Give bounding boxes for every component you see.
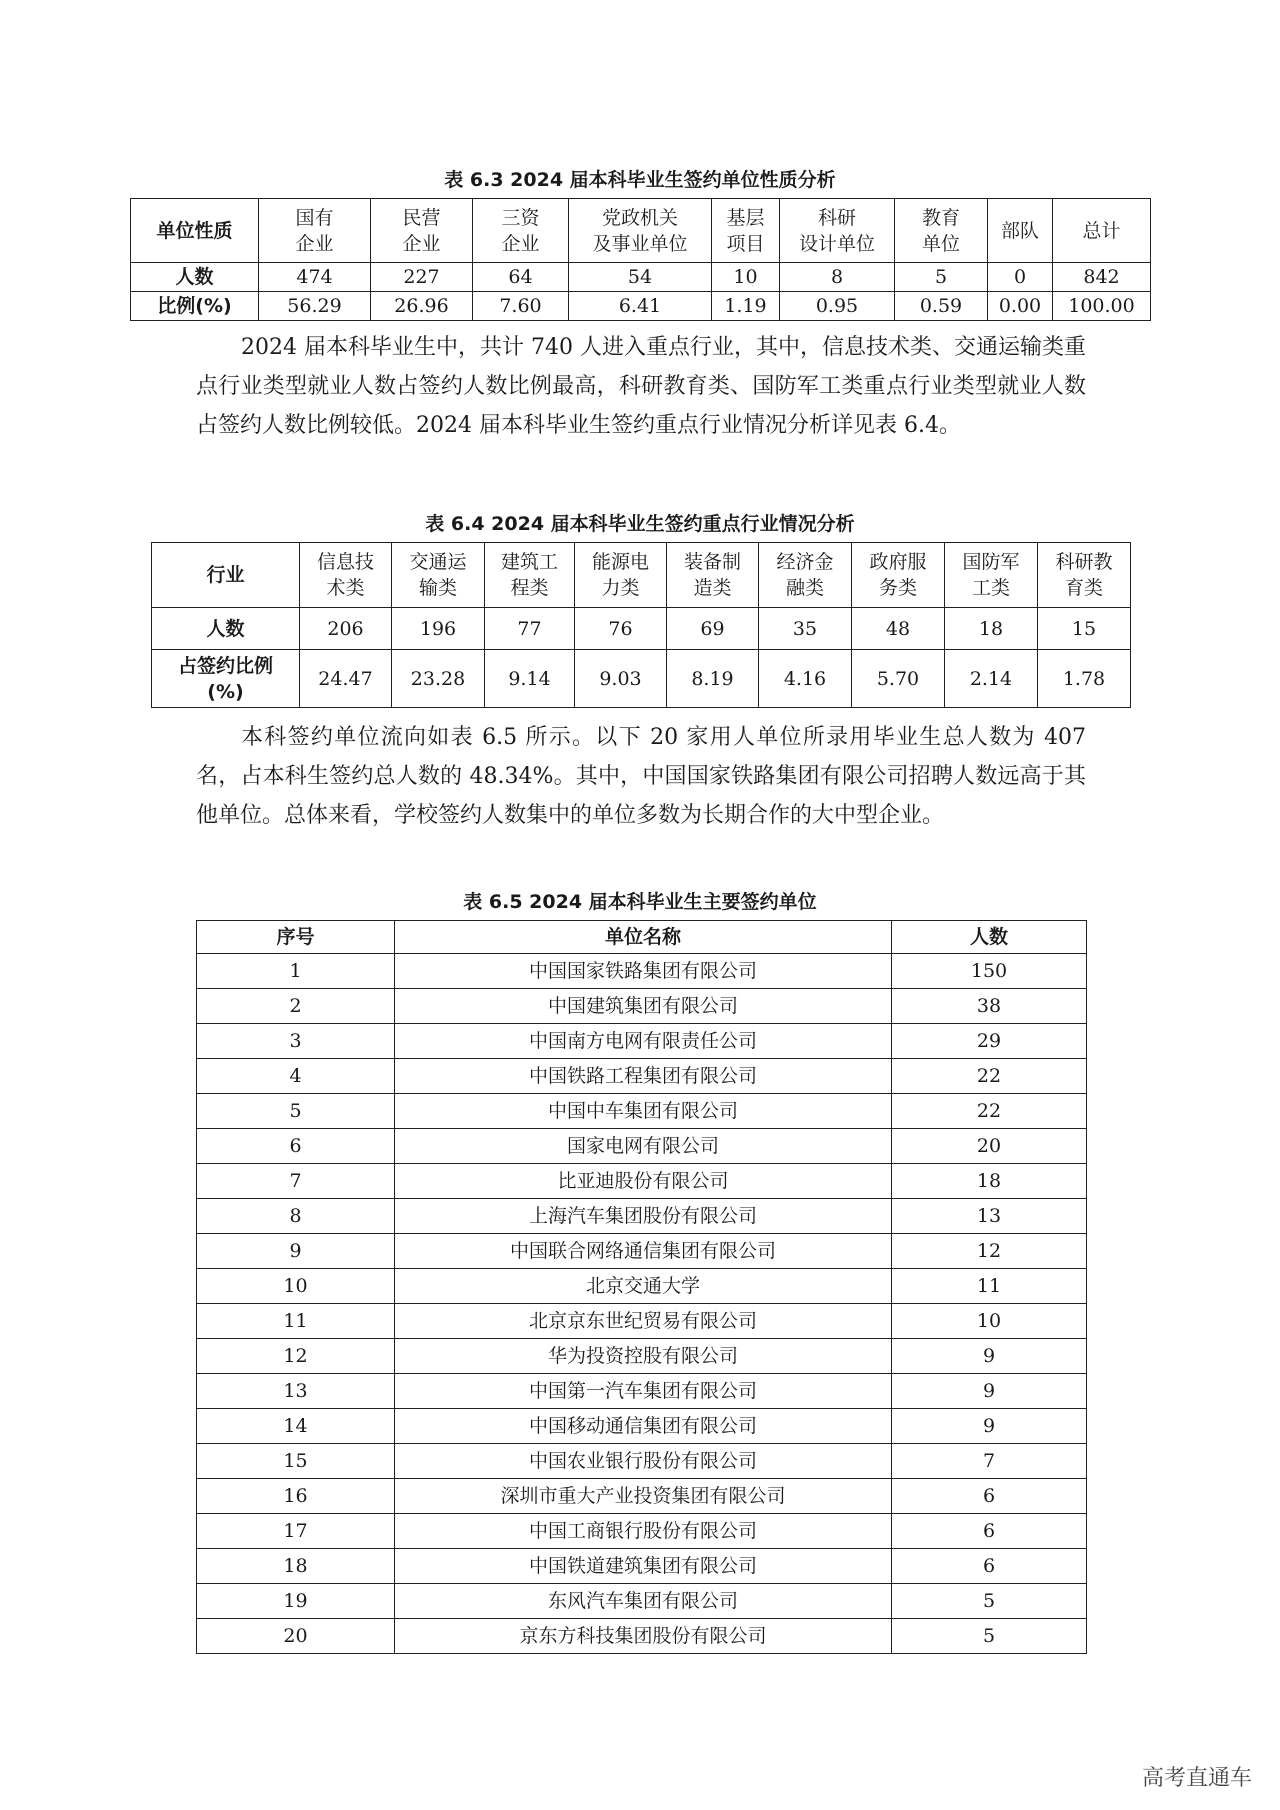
column-header: 能源电 力类: [575, 543, 667, 608]
table-cell: 国家电网有限公司: [395, 1129, 892, 1164]
table-cell: 64: [473, 263, 569, 292]
table-cell: 8.19: [667, 650, 759, 708]
table-cell: 13: [892, 1199, 1087, 1234]
table-cell: 5: [892, 1584, 1087, 1619]
column-header: 国防军 工类: [945, 543, 1038, 608]
table-cell: 6: [892, 1549, 1087, 1584]
table-cell: 18: [945, 608, 1038, 650]
column-header: 党政机关 及事业单位: [569, 199, 712, 263]
table-cell: 20: [197, 1619, 395, 1654]
table-6-5-caption: 表 6.5 2024 届本科毕业生主要签约单位: [463, 891, 817, 913]
table-cell: 19: [197, 1584, 395, 1619]
column-header: 民营 企业: [371, 199, 473, 263]
table-cell: 北京交通大学: [395, 1269, 892, 1304]
table-cell: 35: [759, 608, 852, 650]
table-6-3: [130, 198, 1151, 321]
table-cell: 0.00: [988, 292, 1053, 321]
table-cell: 76: [575, 608, 667, 650]
table-cell: 9: [892, 1409, 1087, 1444]
table-row: [197, 1619, 1087, 1654]
table-row: [197, 1444, 1087, 1479]
column-header: 人数: [892, 921, 1087, 954]
table-row: [197, 1059, 1087, 1094]
table-cell: 0.95: [780, 292, 895, 321]
table-row: [197, 1514, 1087, 1549]
column-header: 政府服 务类: [852, 543, 945, 608]
column-header: 单位名称: [395, 921, 892, 954]
table-cell: 2.14: [945, 650, 1038, 708]
table-cell: 18: [892, 1164, 1087, 1199]
table-cell: 东风汽车集团有限公司: [395, 1584, 892, 1619]
table-cell: 中国铁路工程集团有限公司: [395, 1059, 892, 1094]
table-cell: 20: [892, 1129, 1087, 1164]
table-cell: 38: [892, 989, 1087, 1024]
table-6-5: [196, 920, 1087, 1654]
table-cell: 77: [485, 608, 575, 650]
table-cell: 206: [300, 608, 392, 650]
table-row: [197, 1374, 1087, 1409]
table-row: [197, 989, 1087, 1024]
column-header: 基层 项目: [712, 199, 780, 263]
table-cell: 中国移动通信集团有限公司: [395, 1409, 892, 1444]
table-row: [197, 1024, 1087, 1059]
row-label: 人数: [152, 608, 300, 650]
table-row: [197, 1129, 1087, 1164]
table-cell: 中国工商银行股份有限公司: [395, 1514, 892, 1549]
column-header: 装备制 造类: [667, 543, 759, 608]
table-cell: 4.16: [759, 650, 852, 708]
table-row: [197, 1094, 1087, 1129]
table-cell: 10: [712, 263, 780, 292]
column-header: 信息技 术类: [300, 543, 392, 608]
table-cell: 7: [197, 1164, 395, 1199]
table-6-4: [151, 542, 1131, 708]
table-6-3-caption: 表 6.3 2024 届本科毕业生签约单位性质分析: [444, 169, 836, 191]
table-cell: 9: [892, 1339, 1087, 1374]
row-label: 比例(%): [131, 292, 259, 321]
table-cell: 11: [197, 1304, 395, 1339]
table-corner-label: 单位性质: [131, 199, 259, 263]
table-cell: 12: [197, 1339, 395, 1374]
table-cell: 中国农业银行股份有限公司: [395, 1444, 892, 1479]
table-corner-label: 行业: [152, 543, 300, 608]
table-cell: 北京京东世纪贸易有限公司: [395, 1304, 892, 1339]
table-cell: 196: [392, 608, 485, 650]
table-cell: 5: [197, 1094, 395, 1129]
column-header: 科研 设计单位: [780, 199, 895, 263]
table-cell: 24.47: [300, 650, 392, 708]
table-cell: 中国南方电网有限责任公司: [395, 1024, 892, 1059]
watermark-text: 高考直通车: [1141, 1766, 1252, 1791]
table-row: [197, 1479, 1087, 1514]
table-row: [197, 1549, 1087, 1584]
table-cell: 1: [197, 954, 395, 989]
table-6-4-caption: 表 6.4 2024 届本科毕业生签约重点行业情况分析: [425, 513, 855, 535]
column-header: 序号: [197, 921, 395, 954]
table-cell: 8: [197, 1199, 395, 1234]
column-header: 建筑工 程类: [485, 543, 575, 608]
table-cell: 22: [892, 1094, 1087, 1129]
table-cell: 中国铁道建筑集团有限公司: [395, 1549, 892, 1584]
table-row: [197, 1199, 1087, 1234]
table-cell: 0: [988, 263, 1053, 292]
table-cell: 2: [197, 989, 395, 1024]
table-cell: 5: [892, 1619, 1087, 1654]
column-header: 部队: [988, 199, 1053, 263]
table-cell: 10: [892, 1304, 1087, 1339]
column-header: 教育 单位: [895, 199, 988, 263]
column-header: 科研教 育类: [1038, 543, 1131, 608]
table-cell: 7.60: [473, 292, 569, 321]
table-cell: 中国中车集团有限公司: [395, 1094, 892, 1129]
table-cell: 15: [197, 1444, 395, 1479]
table-cell: 15: [1038, 608, 1131, 650]
table-cell: 9.03: [575, 650, 667, 708]
table-cell: 227: [371, 263, 473, 292]
table-row: [197, 1164, 1087, 1199]
table-cell: 10: [197, 1269, 395, 1304]
paragraph-employer-summary: 本科签约单位流向如表 6.5 所示。以下 20 家用人单位所录用毕业生总人数为 407 名，占本科生签约总人数的 48.34%。其中，中国国家铁路集团有限公司招聘人数远高于其他单位。总体来看，学校签约人数集中的单位多数为长期合作的大中型企业。: [196, 725, 1086, 828]
table-cell: 9.14: [485, 650, 575, 708]
table-cell: 比亚迪股份有限公司: [395, 1164, 892, 1199]
table-cell: 48: [852, 608, 945, 650]
row-label: 占签约比例 (%): [152, 650, 300, 708]
table-cell: 12: [892, 1234, 1087, 1269]
table-cell: 6: [892, 1514, 1087, 1549]
table-cell: 18: [197, 1549, 395, 1584]
table-cell: 中国第一汽车集团有限公司: [395, 1374, 892, 1409]
table-cell: 23.28: [392, 650, 485, 708]
table-cell: 深圳市重大产业投资集团有限公司: [395, 1479, 892, 1514]
table-cell: 8: [780, 263, 895, 292]
table-cell: 京东方科技集团股份有限公司: [395, 1619, 892, 1654]
column-header: 三资 企业: [473, 199, 569, 263]
table-cell: 22: [892, 1059, 1087, 1094]
table-cell: 9: [892, 1374, 1087, 1409]
column-header: 经济金 融类: [759, 543, 852, 608]
table-row: [197, 954, 1087, 989]
table-row: [197, 1584, 1087, 1619]
column-header: 国有 企业: [259, 199, 371, 263]
table-row: [197, 1234, 1087, 1269]
table-cell: 6: [197, 1129, 395, 1164]
table-cell: 26.96: [371, 292, 473, 321]
table-cell: 9: [197, 1234, 395, 1269]
table-cell: 56.29: [259, 292, 371, 321]
table-cell: 474: [259, 263, 371, 292]
table-cell: 150: [892, 954, 1087, 989]
table-cell: 16: [197, 1479, 395, 1514]
table-cell: 3: [197, 1024, 395, 1059]
table-row: [197, 1409, 1087, 1444]
table-cell: 7: [892, 1444, 1087, 1479]
table-cell: 14: [197, 1409, 395, 1444]
table-row: [197, 1304, 1087, 1339]
table-cell: 54: [569, 263, 712, 292]
table-cell: 0.59: [895, 292, 988, 321]
table-row: [197, 1269, 1087, 1304]
table-cell: 17: [197, 1514, 395, 1549]
table-cell: 29: [892, 1024, 1087, 1059]
table-cell: 5.70: [852, 650, 945, 708]
table-cell: 5: [895, 263, 988, 292]
table-cell: 842: [1053, 263, 1151, 292]
table-cell: 华为投资控股有限公司: [395, 1339, 892, 1374]
column-header: 交通运 输类: [392, 543, 485, 608]
table-cell: 11: [892, 1269, 1087, 1304]
table-cell: 69: [667, 608, 759, 650]
table-cell: 4: [197, 1059, 395, 1094]
table-cell: 100.00: [1053, 292, 1151, 321]
table-row: [197, 1339, 1087, 1374]
column-header: 总计: [1053, 199, 1151, 263]
table-cell: 1.78: [1038, 650, 1131, 708]
table-cell: 13: [197, 1374, 395, 1409]
table-cell: 上海汽车集团股份有限公司: [395, 1199, 892, 1234]
table-cell: 中国国家铁路集团有限公司: [395, 954, 892, 989]
table-cell: 6: [892, 1479, 1087, 1514]
table-cell: 中国建筑集团有限公司: [395, 989, 892, 1024]
table-6-5-body: [197, 954, 1087, 1654]
row-label: 人数: [131, 263, 259, 292]
paragraph-industry-summary: 2024 届本科毕业生中，共计 740 人进入重点行业，其中，信息技术类、交通运输类重点行业类型就业人数占签约人数比例最高，科研教育类、国防军工类重点行业类型就业人数占签约人数比例较低。2024 届本科毕业生签约重点行业情况分析详见表 6.4。: [196, 335, 1086, 438]
table-cell: 6.41: [569, 292, 712, 321]
table-cell: 中国联合网络通信集团有限公司: [395, 1234, 892, 1269]
table-cell: 1.19: [712, 292, 780, 321]
